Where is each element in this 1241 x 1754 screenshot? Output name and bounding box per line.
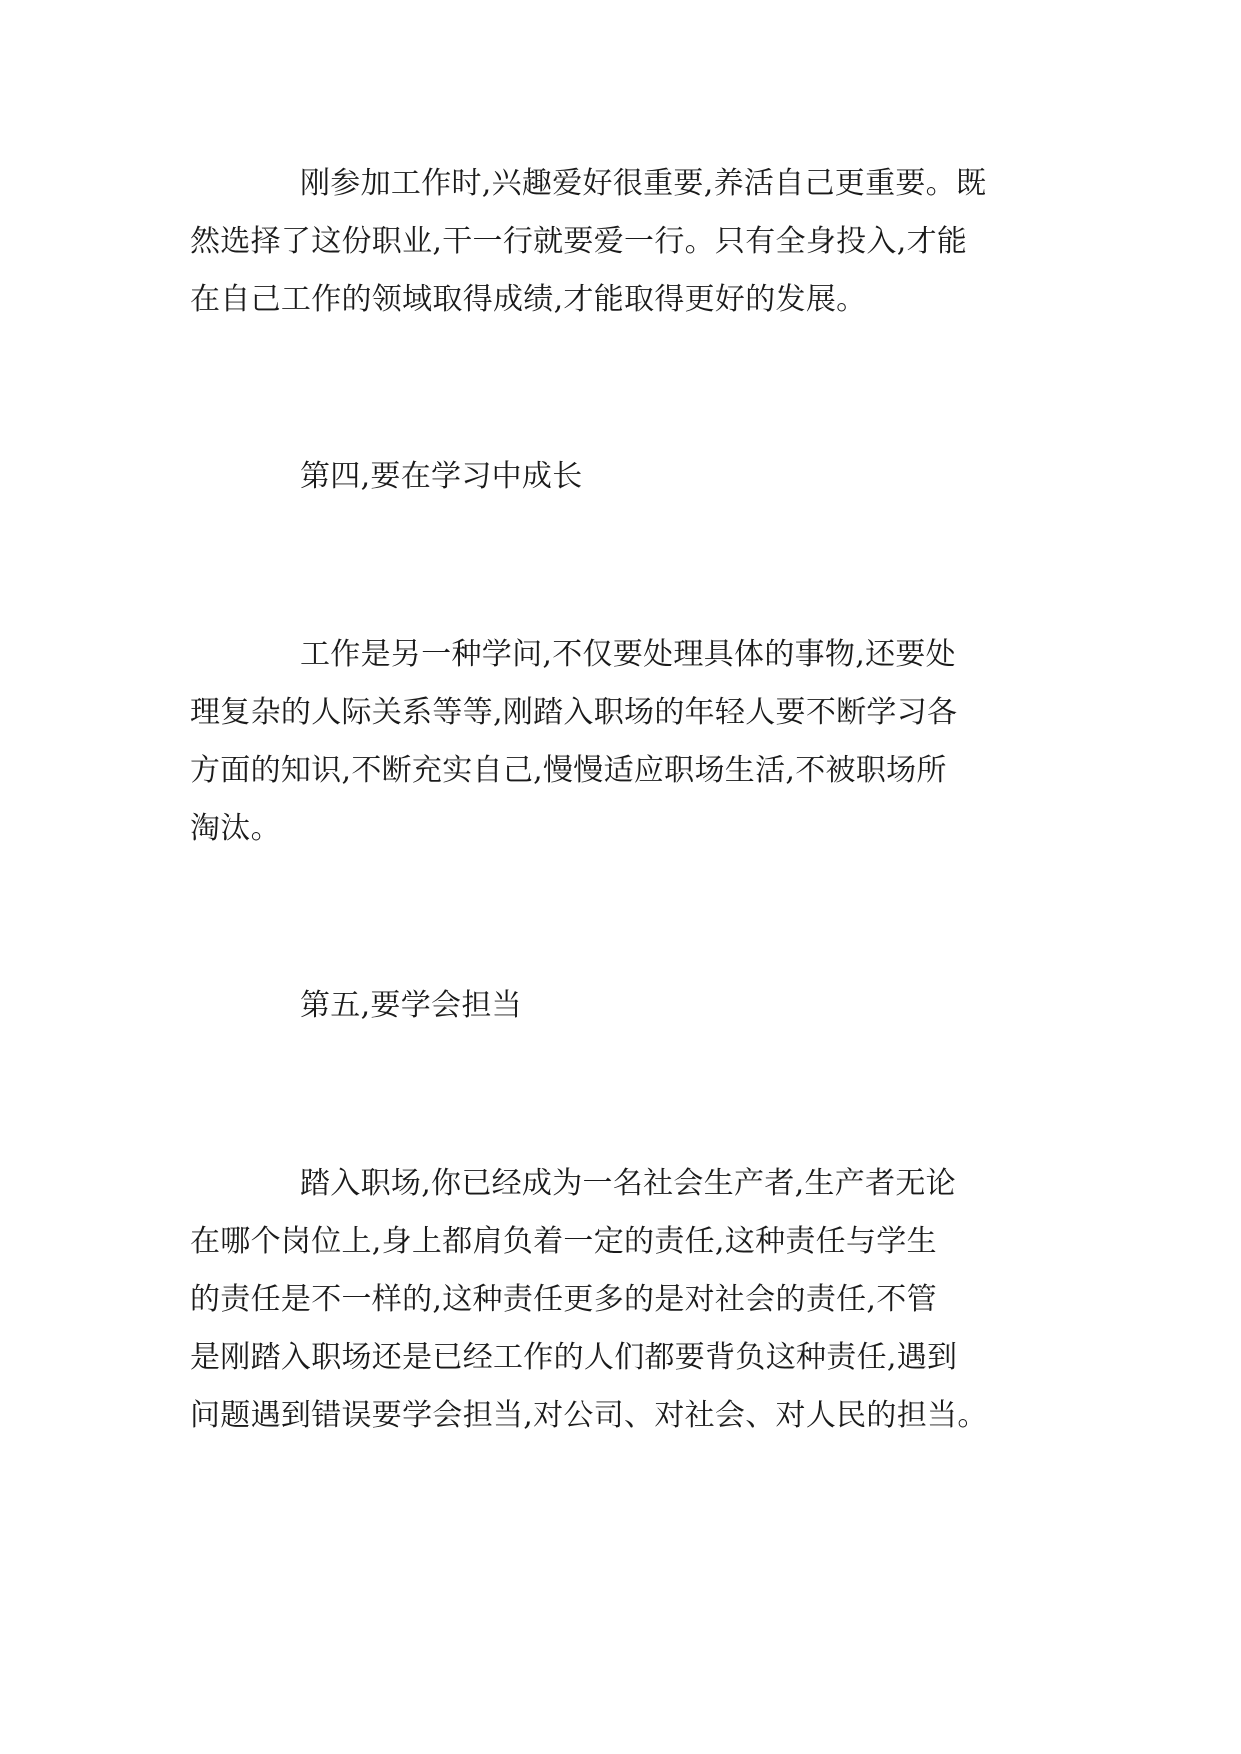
paragraph-line: 在哪个岗位上,身上都肩负着一定的责任,这种责任与学生 — [190, 1224, 937, 1259]
paragraph-line: 问题遇到错误要学会担当,对公司、对社会、对人民的担当。 — [190, 1398, 988, 1433]
paragraph-line: 淘汰。 — [190, 811, 281, 846]
paragraph-line: 踏入职场,你已经成为一名社会生产者,生产者无论 — [300, 1166, 956, 1201]
paragraph-line: 方面的知识,不断充实自己,慢慢适应职场生活,不被职场所 — [190, 753, 947, 788]
paragraph-line: 刚参加工作时,兴趣爱好很重要,养活自己更重要。既 — [300, 166, 987, 201]
paragraph-line: 然选择了这份职业,干一行就要爱一行。只有全身投入,才能 — [190, 224, 968, 259]
paragraph-line: 理复杂的人际关系等等,刚踏入职场的年轻人要不断学习各 — [190, 695, 958, 730]
paragraph-line: 工作是另一种学问,不仅要处理具体的事物,还要处 — [300, 637, 956, 672]
paragraph-line: 是刚踏入职场还是已经工作的人们都要背负这种责任,遇到 — [190, 1340, 958, 1375]
paragraph-line: 在自己工作的领域取得成绩,才能取得更好的发展。 — [190, 282, 867, 317]
section-heading: 第四,要在学习中成长 — [300, 459, 583, 494]
paragraph-line: 的责任是不一样的,这种责任更多的是对社会的责任,不管 — [190, 1282, 937, 1317]
section-heading: 第五,要学会担当 — [300, 988, 522, 1023]
